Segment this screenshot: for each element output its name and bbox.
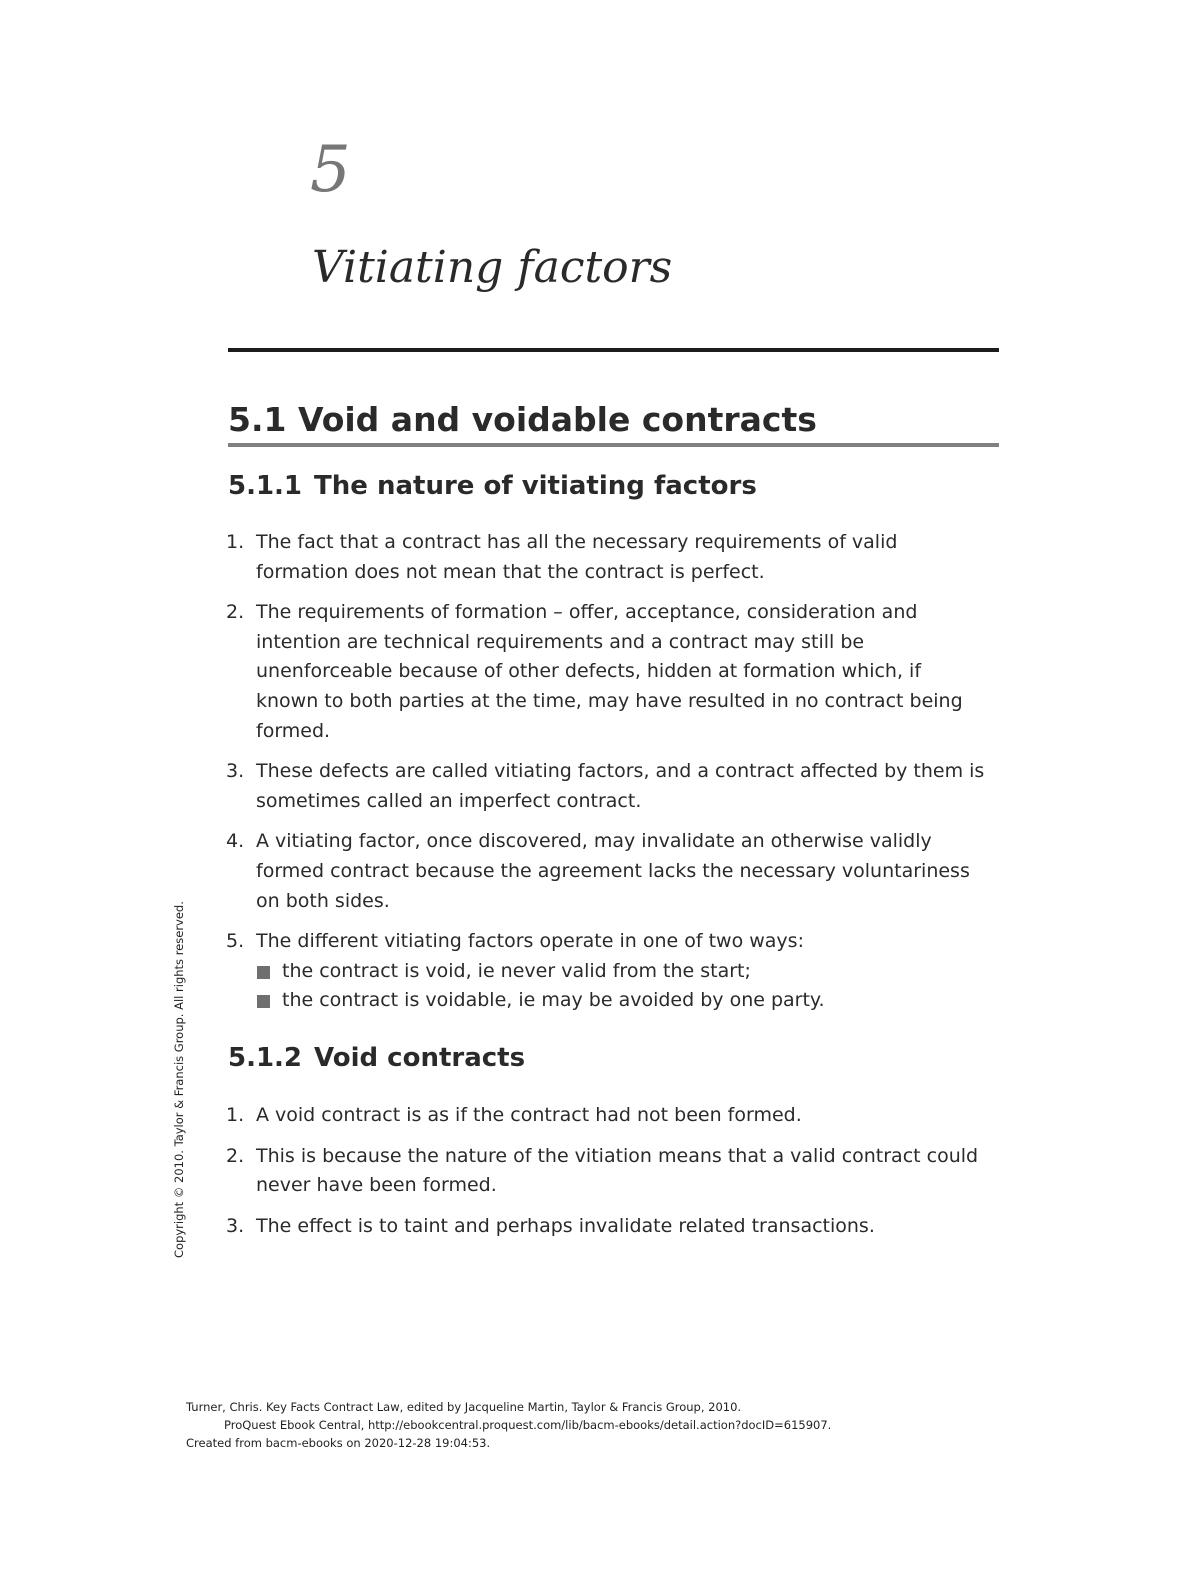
section-title: Void and voidable contracts [297, 400, 817, 439]
citation-created-line: Created from bacm-ebooks on 2020-12-28 19:04:53. [186, 1436, 491, 1450]
citation-line: Turner, Chris. Key Facts Contract Law, edited by Jacqueline Martin, Taylor & Francis Group, 2010. [186, 1400, 742, 1414]
numbered-list-nature [226, 528, 986, 1027]
subsection-title: The nature of vitiating factors [314, 471, 757, 501]
list-item-text: A vitiating factor, once discovered, may invalidate an otherwise validly formed contract because the agreement lacks the necessary voluntariness on both sides. [256, 830, 970, 912]
list-item-number: 3. [226, 760, 245, 783]
list-item [226, 528, 986, 587]
list-item-number: 2. [226, 1144, 245, 1167]
list-item-text: This is because the nature of the vitiation means that a valid contract could never have been formed. [256, 1144, 979, 1197]
citation-footer [186, 1398, 831, 1452]
list-item [226, 827, 986, 916]
list-item-text: The different vitiating factors operate in one of two ways: [256, 930, 804, 953]
section-number: 5.1 [228, 400, 287, 439]
list-item-number: 2. [226, 601, 245, 624]
list-item [226, 1142, 986, 1201]
bullet-item [256, 986, 986, 1016]
list-item-text: These defects are called vitiating factors, and a contract affected by them is sometimes called an imperfect contract. [256, 760, 985, 812]
section-heading [228, 400, 817, 440]
subsection-number: 5.1.2 [228, 1043, 303, 1073]
bullet-text: the contract is voidable, ie may be avoided by one party. [282, 989, 825, 1012]
list-item-number: 3. [226, 1214, 245, 1237]
list-item-text: The fact that a contract has all the necessary requirements of valid formation does not mean that the contract is perfect. [256, 531, 898, 583]
copyright-notice: Copyright © 2010. Taylor & Francis Group. All rights reserved. [172, 901, 186, 1258]
list-item-text: The effect is to taint and perhaps invalidate related transactions. [256, 1214, 875, 1237]
list-item-number: 1. [226, 1104, 245, 1126]
citation-url-line: ProQuest Ebook Central, http://ebookcentral.proquest.com/lib/bacm-ebooks/detail.action?docID=615907. [224, 1418, 832, 1432]
chapter-divider [228, 348, 999, 352]
numbered-list-void [226, 1101, 986, 1252]
section-divider [228, 443, 999, 447]
list-item-text: A void contract is as if the contract had not been formed. [256, 1104, 802, 1126]
list-item-text: The requirements of formation – offer, acceptance, consideration and intention are technical requirements and a contract may still be unenforceable because of other defects, hidden at formation which, if known to both parties at the time, may have resulted in no contract being formed. [256, 601, 963, 742]
list-item-number: 1. [226, 531, 245, 553]
list-item [226, 1212, 986, 1242]
bullet-list [256, 957, 986, 1016]
list-item [226, 598, 986, 746]
subsection-heading-void [228, 1043, 525, 1074]
chapter-number: 5 [310, 133, 351, 207]
subsection-number: 5.1.1 [228, 471, 303, 501]
list-item-number: 5. [226, 930, 245, 953]
subsection-heading-nature [228, 471, 757, 502]
square-bullet-icon [257, 995, 270, 1008]
list-item-number: 4. [226, 830, 245, 853]
list-item [226, 1101, 986, 1131]
list-item [226, 757, 986, 816]
square-bullet-icon [257, 966, 270, 979]
bullet-text: the contract is void, ie never valid from the start; [282, 959, 751, 982]
list-item [226, 927, 986, 1016]
bullet-item [256, 957, 986, 987]
subsection-title: Void contracts [314, 1043, 526, 1073]
chapter-title: Vitiating factors [312, 242, 673, 293]
